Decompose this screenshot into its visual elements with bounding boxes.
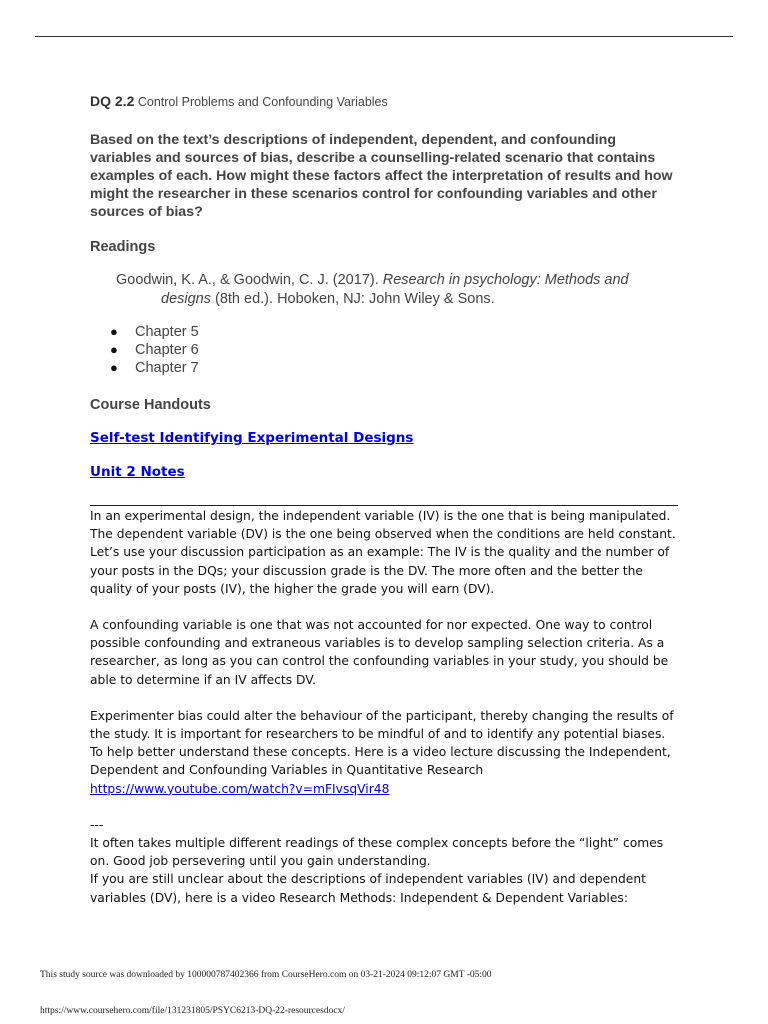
- chapter-label: Chapter 6: [135, 342, 199, 358]
- notes-paragraph-further-video: If you are still unclear about the descriptions of independent variables (IV) and dependent variables (DV), here is a video Research Methods: Independent & Dependent Variables:: [90, 872, 646, 905]
- unit-notes: [90, 507, 680, 907]
- list-item: [90, 341, 680, 359]
- chapter-label: Chapter 7: [135, 360, 199, 376]
- bullet-icon: ●: [110, 324, 118, 339]
- dq-title: Control Problems and Confounding Variables: [137, 95, 388, 109]
- list-item: [90, 323, 680, 341]
- readings-heading: Readings: [90, 239, 156, 255]
- citation-publisher: (8th ed.). Hoboken, NJ: John Wiley & Sons.: [210, 291, 495, 307]
- document-body: [90, 93, 680, 907]
- chapter-label: Chapter 5: [135, 324, 199, 340]
- notes-paragraph-encouragement: It often takes multiple different readings of these complex concepts before the “light” comes on. Good job persevering until you gain understanding.: [90, 836, 664, 869]
- bullet-icon: ●: [110, 360, 118, 375]
- notes-paragraph-confounding: A confounding variable is one that was not accounted for nor expected. One way to control possible confounding and extraneous variables is to develop sampling selection criteria. As a researcher, as long as you can control the confounding variables in your study, you should be able to determine if an IV affects DV.: [90, 618, 669, 687]
- discussion-prompt: Based on the text’s descriptions of independent, dependent, and confounding variables and sources of bias, describe a counselling-related scenario that contains examples of each. How might these factors affect the interpretation of results and how might the researcher in these scenarios control for confounding variables and other sources of bias?: [90, 132, 673, 220]
- dq-number: DQ 2.2: [90, 93, 135, 109]
- notes-paragraph-video: [90, 743, 680, 798]
- citation-authors: Goodwin, K. A., & Goodwin, C. J. (2017).: [116, 272, 383, 288]
- unit-2-notes-link[interactable]: Unit 2 Notes: [90, 464, 185, 480]
- source-url: https://www.coursehero.com/file/131231805/PSYC6213-DQ-22-resourcesdocx/: [40, 1006, 345, 1016]
- notes-divider: [90, 505, 678, 506]
- download-notice: This study source was downloaded by 100000787402366 from CourseHero.com on 03-21-2024 09:12:07 GMT -05:00: [40, 970, 492, 980]
- video-intro-text: To help better understand these concepts. Here is a video lecture discussing the Independent, Dependent and Confounding Variables in Quantitative Research: [90, 745, 671, 778]
- notes-paragraph-iv-dv: In an experimental design, the independent variable (IV) is the one that is being manipulated. The dependent variable (DV) is the one being observed when the conditions are held constant. Let’s use your discussion participation as an example: The IV is the quality and the number of your posts in the DQs; your discussion grade is the DV. The more often and the better the quality of your posts (IV), the higher the grade you will earn (DV).: [90, 509, 676, 596]
- citation-title: Research in psychology: Methods and designs: [161, 272, 629, 307]
- handouts-heading: Course Handouts: [90, 397, 211, 413]
- notes-paragraph-bias: Experimenter bias could alter the behaviour of the participant, thereby changing the results of the study. It is important for researchers to be mindful of and to identify any potential biases.: [90, 708, 674, 742]
- reading-citation: [116, 271, 680, 309]
- bullet-icon: ●: [110, 342, 118, 357]
- chapter-list: [90, 323, 680, 377]
- dq-heading: [90, 93, 680, 109]
- list-item: [90, 359, 680, 377]
- youtube-link[interactable]: https://www.youtube.com/watch?v=mFIvsqVir48: [90, 781, 390, 796]
- self-test-link[interactable]: Self-test Identifying Experimental Designs: [90, 430, 414, 446]
- top-divider: [35, 36, 733, 37]
- separator-text: ---: [90, 817, 104, 832]
